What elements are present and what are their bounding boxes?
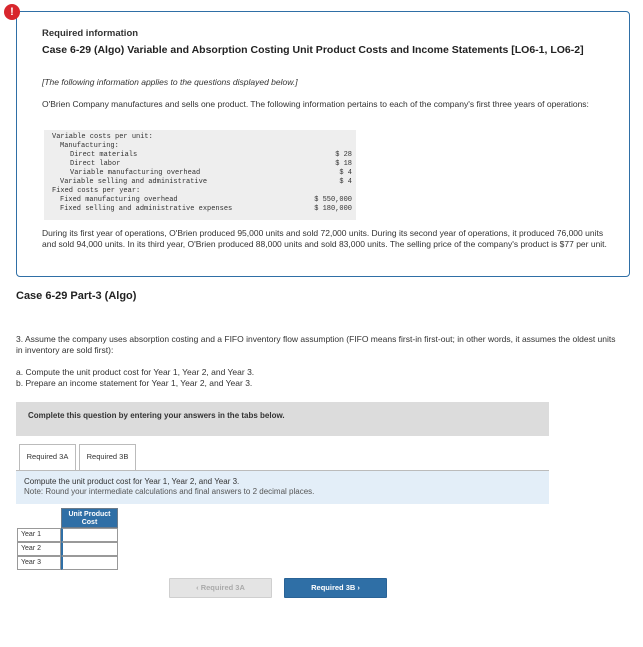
operations-text: During its first year of operations, O'Brien produced 95,000 units and sold 72,000 units. During its second year of operations, it produced 76,000 units and sold 94,000 units. In its third year, O'Brien produced 88,000 units and sold 83,000 units. The selling price of the company's product is $77 per unit. <box>42 228 607 249</box>
cost-label: Fixed manufacturing overhead <box>60 196 178 204</box>
tab-required-3b[interactable]: Required 3B <box>79 444 136 470</box>
year-2-unit-cost-input[interactable] <box>61 542 118 556</box>
cost-label: Direct labor <box>70 160 121 168</box>
cost-label: Fixed selling and administrative expenses <box>60 205 233 213</box>
table-row <box>60 178 352 187</box>
column-header-unit-product-cost: Unit Product Cost <box>61 508 118 528</box>
table-row <box>52 133 352 142</box>
table-row <box>52 187 352 196</box>
row-label-year-2: Year 2 <box>17 542 61 556</box>
instruction-banner: Complete this question by entering your answers in the tabs below. <box>16 402 549 436</box>
table-row <box>70 151 352 160</box>
table-row <box>17 556 118 570</box>
previous-required-3a-button[interactable]: ‹ Required 3A <box>169 578 272 598</box>
table-row <box>60 142 352 151</box>
cost-value: $ 180,000 <box>314 205 352 213</box>
cost-label: Variable costs per unit: <box>52 133 153 141</box>
table-row <box>60 205 352 214</box>
table-row <box>70 169 352 178</box>
applies-note: [The following information applies to the questions displayed below.] <box>42 77 298 87</box>
year-1-unit-cost-input[interactable] <box>61 528 118 542</box>
year-3-unit-cost-input[interactable] <box>61 556 118 570</box>
cost-label: Manufacturing: <box>60 142 119 150</box>
cost-label: Direct materials <box>70 151 138 159</box>
required-information-label: Required information <box>42 28 139 39</box>
table-row <box>70 160 352 169</box>
row-label-year-3: Year 3 <box>17 556 61 570</box>
rounding-note: Note: Round your intermediate calculations and final answers to 2 decimal places. <box>24 487 315 496</box>
cost-label: Fixed costs per year: <box>52 187 141 195</box>
question-part-b: b. Prepare an income statement for Year 1, Year 2, and Year 3. <box>16 378 253 388</box>
part-title: Case 6-29 Part-3 (Algo) <box>16 290 137 302</box>
instruction-text: Compute the unit product cost for Year 1, Year 2, and Year 3. <box>24 477 240 486</box>
alert-icon: ! <box>4 4 20 20</box>
table-row <box>17 528 118 542</box>
case-title: Case 6-29 (Algo) Variable and Absorption Costing Unit Product Costs and Income Statements [LO6-1, LO6-2] <box>42 44 584 56</box>
question-text: 3. Assume the company uses absorption costing and a FIFO inventory flow assumption (FIFO means first-in first-out; in other words, it assumes the oldest units in inventory are sold first): <box>16 334 616 355</box>
cost-value: $ 28 <box>335 151 352 159</box>
table-row <box>60 196 352 205</box>
cost-value: $ 4 <box>339 178 352 186</box>
intro-text: O'Brien Company manufactures and sells one product. The following information pertains to each of the company's first three years of operations: <box>42 99 589 109</box>
unit-product-cost-grid <box>17 508 118 572</box>
cost-label: Variable manufacturing overhead <box>70 169 201 177</box>
cost-data-table <box>44 130 356 220</box>
cost-label: Variable selling and administrative <box>60 178 208 186</box>
table-row <box>17 542 118 556</box>
question-part-a: a. Compute the unit product cost for Year 1, Year 2, and Year 3. <box>16 367 255 377</box>
tab-instructions <box>16 471 549 504</box>
cost-value: $ 4 <box>339 169 352 177</box>
tab-required-3a[interactable]: Required 3A <box>19 444 76 470</box>
cost-value: $ 550,000 <box>314 196 352 204</box>
row-label-year-1: Year 1 <box>17 528 61 542</box>
cost-value: $ 18 <box>335 160 352 168</box>
next-required-3b-button[interactable]: Required 3B › <box>284 578 387 598</box>
